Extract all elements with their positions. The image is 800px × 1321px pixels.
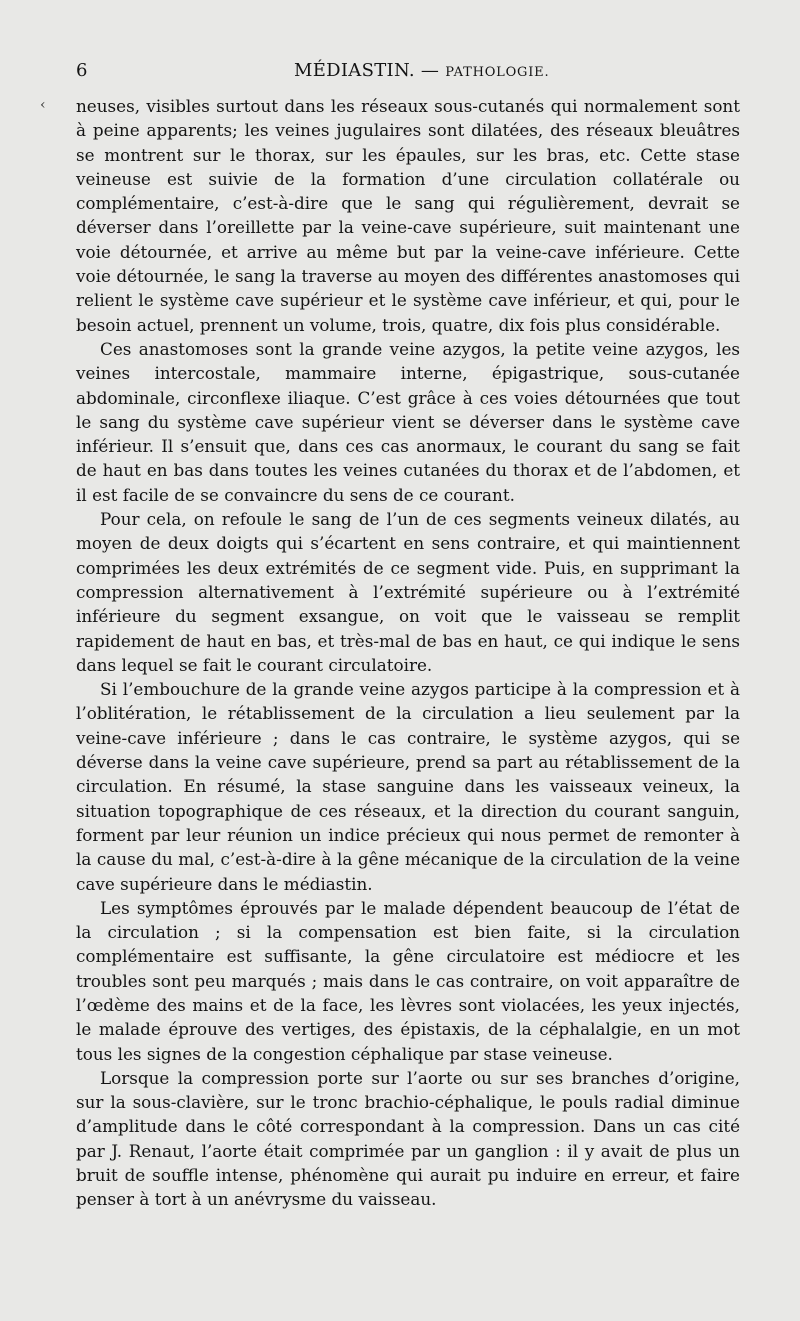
body-text bbox=[76, 94, 740, 1212]
running-title: MÉDIASTIN. bbox=[294, 60, 415, 81]
margin-mark: ‹ bbox=[40, 97, 46, 113]
section-title: PATHOLOGIE. bbox=[445, 65, 550, 80]
paragraph: Lorsque la compression porte sur l’aorte ou sur ses branches d’origine, sur la sous-clavière, sur le tronc brachio-céphalique, le pouls radial diminue d’amplitude dans le côté correspondant à la compression. Dans un cas cité par J. Renaut, l’aorte était comprimée par un ganglion : il y avait de plus un bruit de souffle intense, phénomène qui aurait pu induire en erreur, et faire penser à tort à un anévrysme du vaisseau. bbox=[76, 1067, 740, 1210]
running-head bbox=[294, 60, 549, 81]
paragraph: Pour cela, on refoule le sang de l’un de ces segments veineux dilatés, au moyen de deux doigts qui s’écartent en sens contraire, et qui maintiennent comprimées les deux extrémités de ce segment vide. Puis, en supprimant la compression alternativement à l’extrémité supérieure ou à l’extrémité inférieure du segment exsangue, on voit que le vaisseau se remplit rapidement de haut en bas, et très-mal de bas en haut, ce qui indique le sens dans lequel se fait le courant circulatoire. bbox=[76, 509, 740, 675]
page-number: 6 bbox=[76, 60, 88, 81]
header-separator: — bbox=[420, 60, 440, 81]
page-header bbox=[76, 60, 752, 84]
paragraph: Les symptômes éprouvés par le malade dépendent beaucoup de l’état de la circulation ; si la compensation est bien faite, si la circulation complémentaire est suffisante, la gêne circulatoire est médiocre et les troubles sont peu marqués ; mais dans le cas contraire, on voit apparaître de l’œdème des mains et de la face, les lèvres sont violacées, les yeux injectés, le malade éprouve des vertiges, des épistaxis, de la céphalalgie, en un mot tous les signes de la congestion céphalique par stase veineuse. bbox=[76, 897, 740, 1064]
paragraph: Si l’embouchure de la grande veine azygos participe à la compression et à l’oblitération, le rétablissement de la circulation a lieu seulement par la veine-cave inférieure ; dans le cas contraire, le système azygos, qui se déverse dans la veine cave supérieure, prend sa part au rétablissement de la circulation. En résumé, la stase sanguine dans les vaisseaux veineux, la situation topographique de ces réseaux, et la direction du courant sanguin, forment par leur réunion un indice précieux qui nous permet de remonter à la cause du mal, c’est-à-dire à la gêne mécanique de la circulation de la veine cave supérieure dans le médiastin. bbox=[76, 679, 740, 894]
paragraph: Ces anastomoses sont la grande veine azygos, la petite veine azygos, les veines intercostale, mammaire interne, épigastrique, sous-cutanée abdominale, circonflexe iliaque. C’est grâce à ces voies détournées que tout le sang du système cave supérieur vient se déverser dans le système cave inférieur. Il s’ensuit que, dans ces cas anormaux, le courant du sang se fait de haut en bas dans toutes les veines cutanées du thorax et de l’abdomen, et il est facile de se convaincre du sens de ce courant. bbox=[76, 338, 740, 505]
paragraph: neuses, visibles surtout dans les réseaux sous-cutanés qui normalement sont à peine apparents; les veines jugulaires sont dilatées, des réseaux bleuâtres se montrent sur le thorax, sur les épaules, sur les bras, etc. Cette stase veineuse est suivie de la formation d’une circulation collatérale ou complémentaire, c’est-à-dire que le sang qui régulièrement, devrait se déverser dans l’oreillette par la veine-cave supérieure, suit maintenant une voie détournée, et arrive au même but par la veine-cave inférieure. Cette voie détournée, le sang la traverse au moyen des différentes anastomoses qui relient le système cave supérieur et le système cave inférieur, et qui, pour le besoin actuel, prennent un volume, trois, quatre, dix fois plus considérable. bbox=[76, 96, 740, 335]
